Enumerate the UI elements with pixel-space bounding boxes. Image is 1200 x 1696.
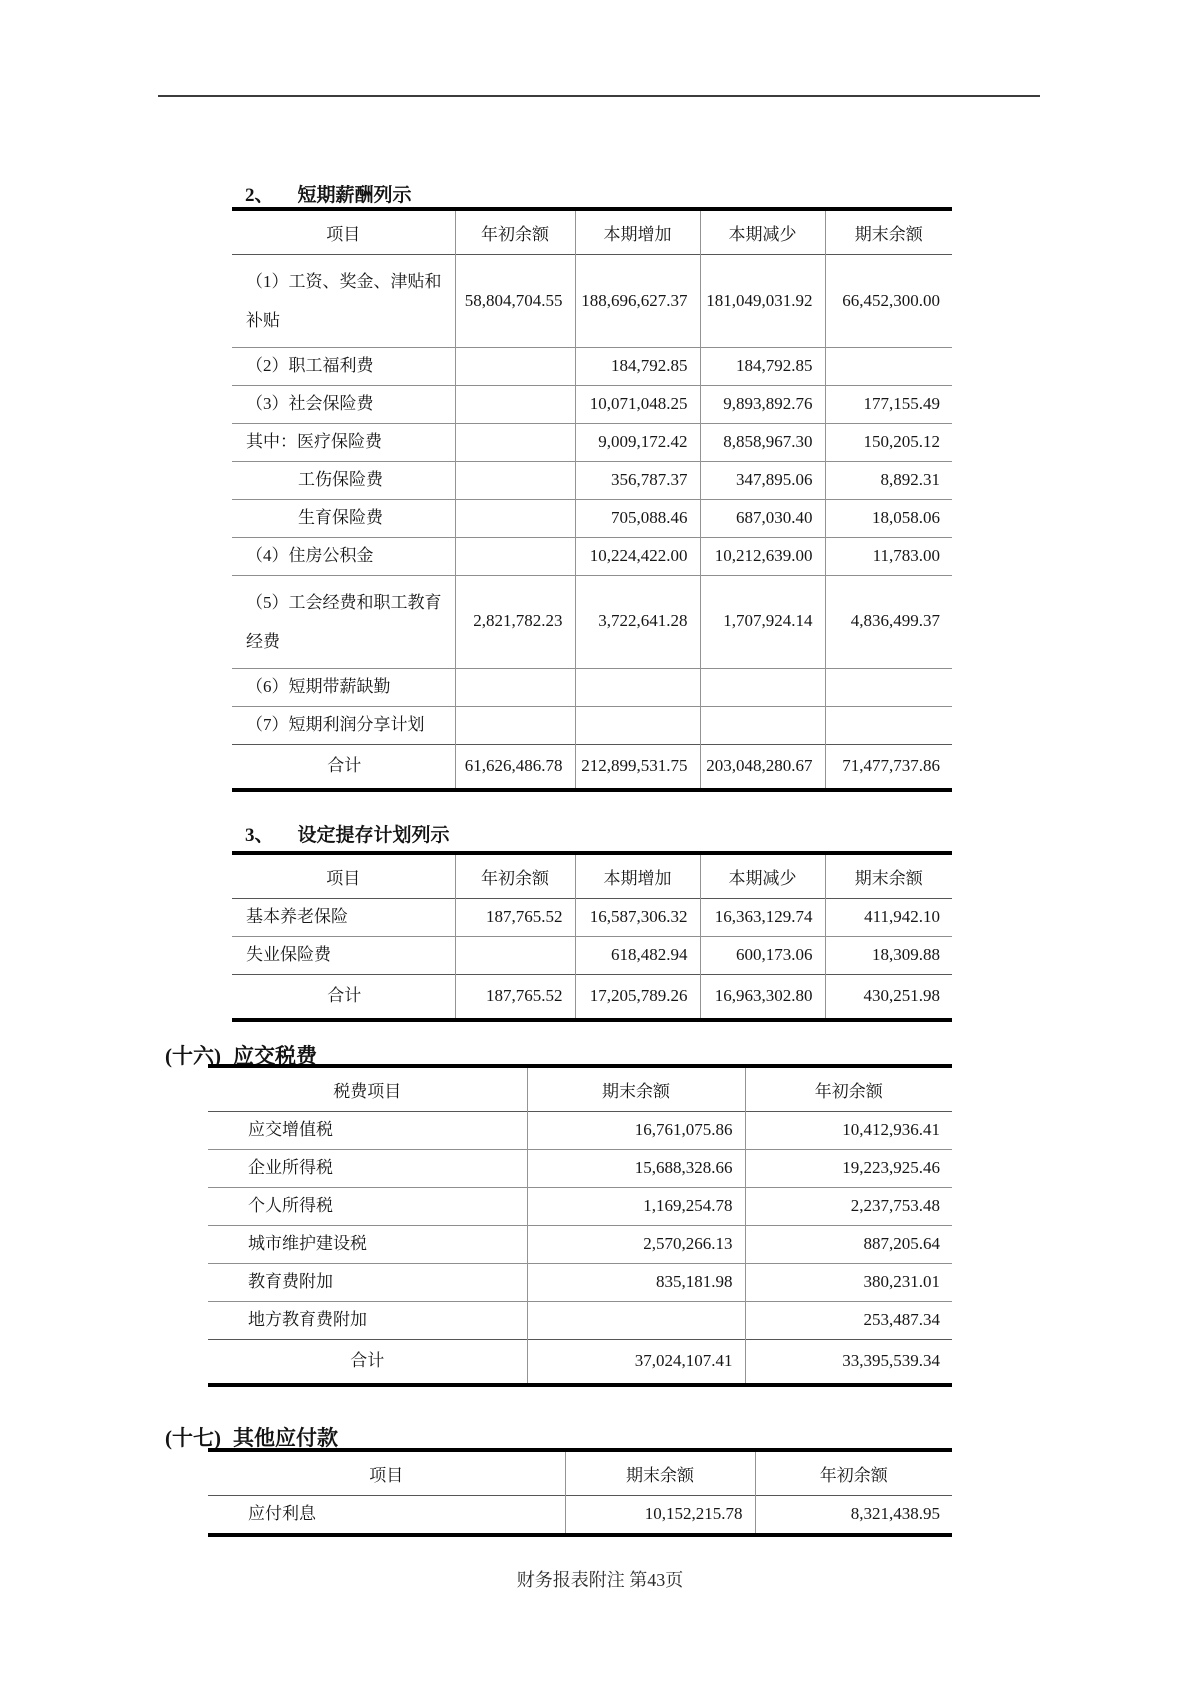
- cell-value: [575, 669, 700, 707]
- cell-value: 181,049,031.92: [700, 255, 825, 348]
- section-heading-short-term-compensation: [245, 180, 412, 207]
- cell-value: 16,363,129.74: [700, 899, 825, 937]
- row-label: 城市维护建设税: [248, 1233, 367, 1253]
- col-header-item: 项目: [326, 869, 361, 888]
- page-header-rule: [158, 95, 1040, 97]
- table-row: [208, 1225, 952, 1263]
- cell-value: 835,181.98: [527, 1263, 745, 1301]
- cell-value: 61,626,486.78: [455, 744, 575, 789]
- cell-value: 71,477,737.86: [825, 744, 952, 789]
- page-footer: 财务报表附注 第43页: [516, 1570, 684, 1590]
- cell-value: 4,836,499.37: [825, 575, 952, 668]
- table-row: [232, 899, 952, 937]
- cell-value: 2,821,782.23: [455, 575, 575, 668]
- table-row: [208, 1112, 952, 1150]
- other-payables-table: [208, 1448, 952, 1537]
- cell-value: 10,071,048.25: [575, 386, 700, 424]
- table-header-row: [208, 1450, 952, 1496]
- col-header-item: 项目: [369, 1466, 404, 1485]
- col-header-closing-balance: 期末余额: [825, 209, 952, 255]
- cell-value: 187,765.52: [455, 974, 575, 1019]
- col-header-period-increase: 本期增加: [575, 209, 700, 255]
- cell-value: 187,765.52: [455, 899, 575, 937]
- data-table: [232, 207, 952, 792]
- cell-value: 411,942.10: [825, 899, 952, 937]
- taxes-payable-table: [208, 1064, 952, 1387]
- cell-value: [455, 348, 575, 386]
- section-title: 设定提存计划列示: [297, 825, 450, 846]
- cell-value: 9,893,892.76: [700, 386, 825, 424]
- cell-value: 37,024,107.41: [527, 1339, 745, 1384]
- cell-value: 66,452,300.00: [825, 255, 952, 348]
- cell-value: [527, 1301, 745, 1339]
- cell-value: 1,707,924.14: [700, 575, 825, 668]
- col-header-opening-balance: 年初余额: [755, 1450, 952, 1496]
- row-label: 合计: [327, 755, 362, 775]
- row-label: 其中：医疗保险费: [246, 432, 382, 452]
- col-header-tax-item: 税费项目: [333, 1082, 402, 1101]
- row-label: 地方教育费附加: [248, 1309, 367, 1329]
- col-header-item: 项目: [326, 225, 361, 244]
- cell-value: 618,482.94: [575, 936, 700, 974]
- table-header-row: [232, 853, 952, 899]
- row-label: 企业所得税: [248, 1157, 333, 1177]
- cell-value: 887,205.64: [745, 1225, 952, 1263]
- cell-value: 188,696,627.37: [575, 255, 700, 348]
- data-table: [208, 1064, 952, 1387]
- cell-value: [825, 348, 952, 386]
- row-label: 合计: [327, 985, 362, 1005]
- cell-value: 184,792.85: [700, 348, 825, 386]
- table-row: [232, 669, 952, 707]
- table-row: [208, 1496, 952, 1535]
- table-row: [232, 462, 952, 500]
- cell-value: 177,155.49: [825, 386, 952, 424]
- cell-value: 58,804,704.55: [455, 255, 575, 348]
- cell-value: 347,895.06: [700, 462, 825, 500]
- data-table: [208, 1448, 952, 1537]
- cell-value: 8,858,967.30: [700, 424, 825, 462]
- cell-value: [825, 669, 952, 707]
- cell-value: 2,570,266.13: [527, 1225, 745, 1263]
- cell-value: [455, 537, 575, 575]
- col-header-opening-balance: 年初余额: [745, 1066, 952, 1112]
- cell-value: 380,231.01: [745, 1263, 952, 1301]
- row-label: 合计: [350, 1350, 385, 1370]
- row-label: 教育费附加: [248, 1271, 333, 1291]
- cell-value: 19,223,925.46: [745, 1149, 952, 1187]
- short-term-compensation-table: [232, 207, 952, 792]
- table-row: [232, 974, 952, 1019]
- section-title: 短期薪酬列示: [297, 185, 412, 206]
- cell-value: [700, 669, 825, 707]
- table-row: [232, 499, 952, 537]
- cell-value: 16,761,075.86: [527, 1112, 745, 1150]
- cell-value: 687,030.40: [700, 499, 825, 537]
- section-number: 2、: [245, 185, 274, 206]
- table-row: [208, 1263, 952, 1301]
- cell-value: 184,792.85: [575, 348, 700, 386]
- cell-value: 705,088.46: [575, 499, 700, 537]
- cell-value: 16,963,302.80: [700, 974, 825, 1019]
- cell-value: 10,224,422.00: [575, 537, 700, 575]
- cell-value: 150,205.12: [825, 424, 952, 462]
- row-label: 应付利息: [248, 1504, 316, 1523]
- section-number: (十六): [165, 1044, 221, 1068]
- table-row: [232, 575, 952, 668]
- cell-value: 10,152,215.78: [565, 1496, 755, 1535]
- section-number: (十七): [165, 1426, 221, 1450]
- table-header-row: [208, 1066, 952, 1112]
- table-row: [232, 348, 952, 386]
- cell-value: [455, 424, 575, 462]
- row-label: （7）短期利润分享计划: [246, 714, 425, 734]
- section-number: 3、: [245, 825, 274, 846]
- col-header-opening-balance: 年初余额: [455, 209, 575, 255]
- cell-value: 203,048,280.67: [700, 744, 825, 789]
- col-header-opening-balance: 年初余额: [455, 853, 575, 899]
- cell-value: 33,395,539.34: [745, 1339, 952, 1384]
- cell-value: [455, 499, 575, 537]
- cell-value: [700, 706, 825, 744]
- table-row: [232, 255, 952, 348]
- col-header-period-decrease: 本期减少: [700, 853, 825, 899]
- cell-value: 212,899,531.75: [575, 744, 700, 789]
- cell-value: 253,487.34: [745, 1301, 952, 1339]
- cell-value: 2,237,753.48: [745, 1187, 952, 1225]
- row-label: 生育保险费: [298, 507, 383, 527]
- cell-value: 10,412,936.41: [745, 1112, 952, 1150]
- section-title: 其他应付款: [233, 1426, 338, 1450]
- cell-value: [455, 936, 575, 974]
- row-label: 应交增值税: [248, 1120, 333, 1139]
- cell-value: 16,587,306.32: [575, 899, 700, 937]
- table-row: [232, 424, 952, 462]
- cell-value: 15,688,328.66: [527, 1149, 745, 1187]
- cell-value: 18,309.88: [825, 936, 952, 974]
- cell-value: 18,058.06: [825, 499, 952, 537]
- row-label: （2）职工福利费: [246, 356, 374, 376]
- col-header-closing-balance: 期末余额: [825, 853, 952, 899]
- cell-value: [825, 706, 952, 744]
- row-label: 个人所得税: [248, 1195, 333, 1215]
- cell-value: 8,892.31: [825, 462, 952, 500]
- data-table: [232, 851, 952, 1022]
- cell-value: 356,787.37: [575, 462, 700, 500]
- table-row: [208, 1187, 952, 1225]
- section-title: 应交税费: [233, 1044, 317, 1068]
- row-label: （3）社会保险费: [246, 394, 374, 414]
- table-row: [208, 1301, 952, 1339]
- table-row: [232, 936, 952, 974]
- cell-value: 9,009,172.42: [575, 424, 700, 462]
- cell-value: 11,783.00: [825, 537, 952, 575]
- row-label: （1）工资、奖金、津贴和补贴: [246, 272, 442, 331]
- col-header-closing-balance: 期末余额: [527, 1066, 745, 1112]
- cell-value: [455, 462, 575, 500]
- cell-value: 8,321,438.95: [755, 1496, 952, 1535]
- cell-value: 3,722,641.28: [575, 575, 700, 668]
- cell-value: 10,212,639.00: [700, 537, 825, 575]
- col-header-period-decrease: 本期减少: [700, 209, 825, 255]
- row-label: 工伤保险费: [298, 470, 383, 489]
- cell-value: 1,169,254.78: [527, 1187, 745, 1225]
- row-label: 基本养老保险: [246, 907, 348, 926]
- row-label: （5）工会经费和职工教育经费: [246, 592, 442, 651]
- section-heading-defined-contribution: [245, 820, 450, 847]
- cell-value: 430,251.98: [825, 974, 952, 1019]
- row-label: （6）短期带薪缺勤: [246, 677, 391, 696]
- table-header-row: [232, 209, 952, 255]
- cell-value: 17,205,789.26: [575, 974, 700, 1019]
- table-row: [232, 706, 952, 744]
- row-label: （4）住房公积金: [246, 545, 374, 565]
- cell-value: [575, 706, 700, 744]
- table-row: [232, 537, 952, 575]
- row-label: 失业保险费: [246, 944, 331, 964]
- table-row: [232, 386, 952, 424]
- table-row: [232, 744, 952, 789]
- cell-value: [455, 669, 575, 707]
- cell-value: [455, 386, 575, 424]
- col-header-period-increase: 本期增加: [575, 853, 700, 899]
- defined-contribution-table: [232, 851, 952, 1022]
- cell-value: [455, 706, 575, 744]
- cell-value: 600,173.06: [700, 936, 825, 974]
- col-header-closing-balance: 期末余额: [565, 1450, 755, 1496]
- table-row: [208, 1339, 952, 1384]
- table-row: [208, 1149, 952, 1187]
